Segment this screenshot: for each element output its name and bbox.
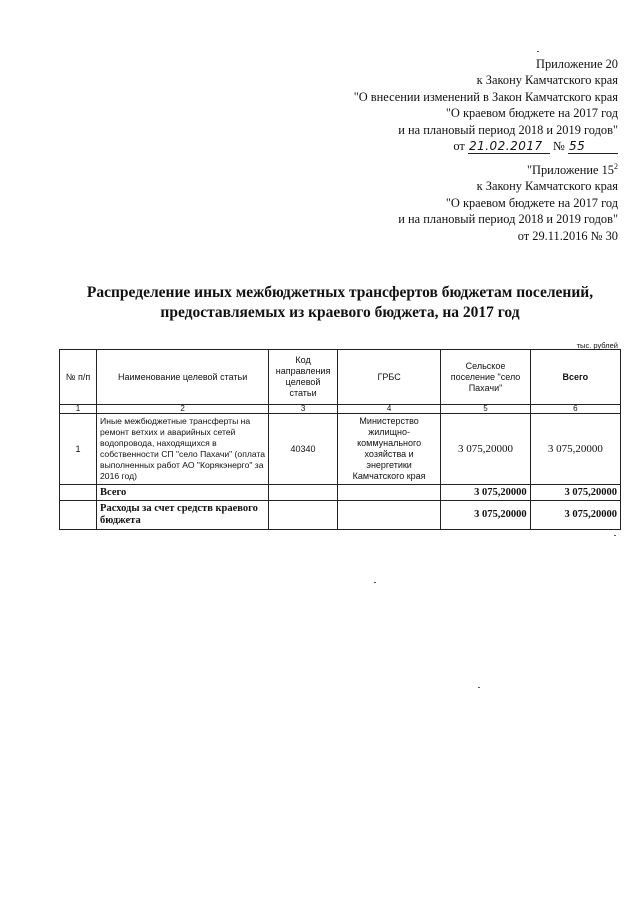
handwritten-date: 21.02.2017: [468, 140, 550, 154]
row-total-amount: 3 075,20000: [530, 414, 620, 485]
appendix-base-line4: и на плановый период 2018 и 2019 годов": [398, 212, 618, 227]
document-title-line1: Распределение иных межбюджетных трансфертов бюджетам поселений,: [86, 284, 594, 301]
budget-label: Расходы за счет средств краевого бюджета: [97, 501, 269, 530]
column-number: 4: [337, 405, 440, 414]
total-total-amount: 3 075,20000: [530, 485, 620, 501]
appendix-base-line1-text: "Приложение 15: [526, 163, 614, 177]
budget-row: [60, 501, 621, 530]
appendix-base-line1: [398, 162, 618, 178]
date-prefix: от: [453, 139, 465, 154]
budget-empty: [337, 501, 440, 530]
column-number: 1: [60, 405, 97, 414]
row-code: 40340: [269, 414, 338, 485]
appendix-change-line4: "О краевом бюджете на 2017 год: [445, 106, 618, 121]
header-name: Наименование целевой статьи: [97, 350, 269, 405]
total-settlement-amount: 3 075,20000: [441, 485, 530, 501]
header-total: Всего: [530, 350, 620, 405]
total-row: [60, 485, 621, 501]
scan-speck: [374, 582, 376, 583]
column-number: 6: [530, 405, 620, 414]
column-number-row: [60, 405, 621, 414]
row-name: Иные межбюджетные трансферты на ремонт ветхих и аварийных сетей водопровода, находящихся в собственности СП "село Пахачи" (оплата выполненных работ АО "Корякэнерго" за 2016 год): [97, 414, 269, 485]
column-number: 5: [441, 405, 530, 414]
total-label: Всего: [97, 485, 269, 501]
appendix-change-line5: и на плановый период 2018 и 2019 годов": [398, 122, 618, 137]
header-settlement: Сельское поселение "село Пахачи": [441, 350, 530, 405]
transfers-table: [59, 349, 621, 530]
appendix-base-line3: "О краевом бюджете на 2017 год: [445, 195, 618, 210]
budget-total-amount: 3 075,20000: [530, 501, 620, 530]
header-grbs: ГРБС: [337, 350, 440, 405]
appendix-change-header: [354, 56, 618, 154]
units-label: тыс. рублей: [576, 341, 618, 350]
column-number: 2: [97, 405, 269, 414]
table-row: [60, 414, 621, 485]
header-code: Код направления целевой статьи: [269, 350, 338, 405]
budget-empty: [269, 501, 338, 530]
handwritten-number: 55: [568, 140, 618, 154]
scan-speck: [614, 535, 616, 536]
scan-speck: [537, 51, 539, 52]
total-empty: [337, 485, 440, 501]
total-empty: [60, 485, 97, 501]
document-title: [60, 283, 620, 323]
appendix-change-line1: Приложение 20: [536, 57, 618, 71]
table-header-row: [60, 350, 621, 405]
row-grbs: Министерство жилищно-коммунального хозяйства и энергетики Камчатского края: [337, 414, 440, 485]
total-empty: [269, 485, 338, 501]
scan-speck: [478, 687, 480, 688]
document-title-line2: предоставляемых из краевого бюджета, на 2017 год: [160, 304, 520, 321]
column-number: 3: [269, 405, 338, 414]
header-num: № п/п: [60, 350, 97, 405]
budget-empty: [60, 501, 97, 530]
appendix-base-line2: к Закону Камчатского края: [476, 179, 618, 194]
appendix-change-line3: "О внесении изменений в Закон Камчатского края: [353, 89, 618, 104]
budget-settlement-amount: 3 075,20000: [441, 501, 530, 530]
appendix-base-line5: от 29.11.2016 № 30: [517, 228, 618, 243]
appendix-change-line2: к Закону Камчатского края: [476, 73, 618, 88]
appendix-base-superscript: 2: [614, 161, 618, 171]
row-settlement-amount: 3 075,20000: [441, 414, 530, 485]
number-prefix: №: [553, 139, 565, 154]
row-num: 1: [60, 414, 97, 485]
appendix-base-header: [398, 162, 618, 244]
appendix-change-date-line: [354, 138, 618, 154]
